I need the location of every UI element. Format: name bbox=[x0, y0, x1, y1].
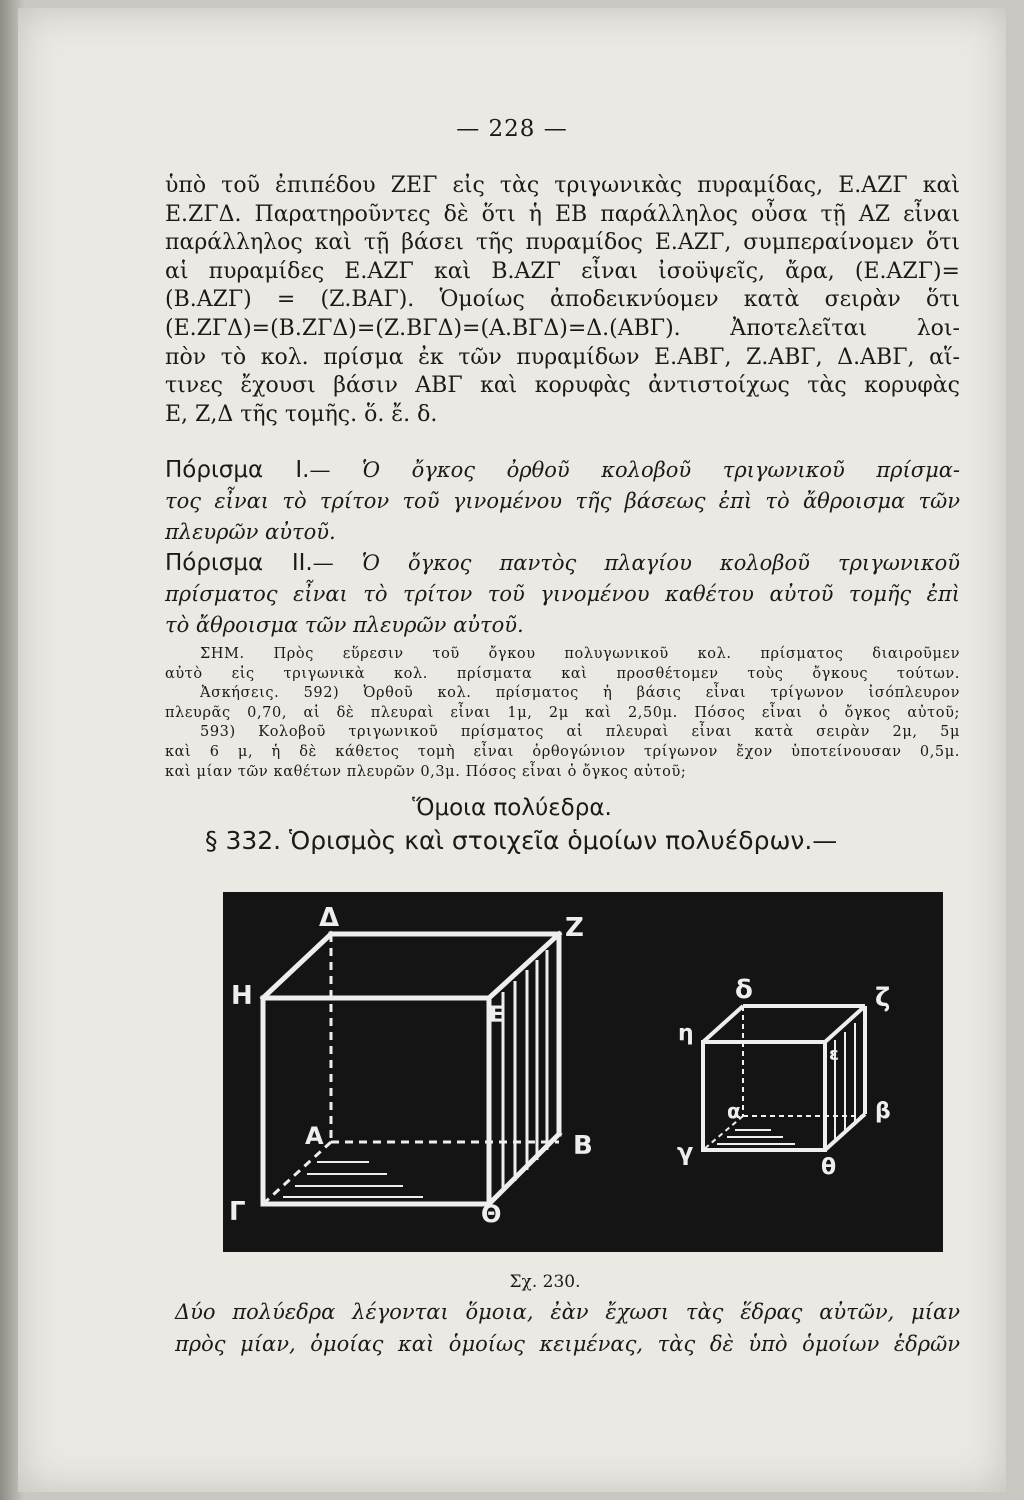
vertex-label: Θ bbox=[481, 1200, 502, 1228]
proof-paragraph bbox=[165, 172, 960, 429]
small-cube-edge bbox=[703, 1006, 743, 1042]
corollary-1-line: τος εἶναι τὸ τρίτον τοῦ γινομένου τῆς βάσεως ἐπὶ τὸ ἄθροισμα τῶν bbox=[165, 489, 960, 513]
vertex-label: γ bbox=[677, 1138, 694, 1166]
exercise-line: 593) Κολοβοῦ τριγωνικοῦ πρίσματος αἱ πλευραὶ εἶναι κατὰ σειρὰν 2μ, 5μ bbox=[200, 724, 960, 741]
vertex-label: Ε bbox=[489, 1003, 505, 1028]
big-cube-base-hatching bbox=[283, 1162, 423, 1197]
small-cube-base-hatching bbox=[717, 1130, 795, 1144]
definition-line: Δύο πολύεδρα λέγονται ὅμοια, ἐὰν ἔχωσι τὰς ἕδρας αὐτῶν, μίαν bbox=[175, 1300, 960, 1324]
corollary-2-heading: Πόρισμα II. bbox=[165, 550, 313, 576]
definition-paragraph bbox=[175, 1296, 960, 1360]
vertex-label: α bbox=[727, 1099, 741, 1123]
section-heading: § 332. Ὁρισμὸς καὶ στοιχεῖα ὁμοίων πολυέδρων.— bbox=[205, 826, 838, 855]
vertex-label: Γ bbox=[229, 1197, 246, 1227]
paragraph-line: Ε.ΖΓΔ. Παρατηροῦντες δὲ ὅτι ἡ ΕΒ παράλληλος οὖσα τῇ ΑΖ εἶναι bbox=[165, 201, 960, 227]
paragraph-line: αἱ πυραμίδες Ε.ΑΖΓ καὶ Β.ΑΖΓ εἶναι ἰσοϋψεῖς, ἄρα, (Ε.ΑΖΓ)= bbox=[165, 258, 960, 284]
vertex-label: Β bbox=[573, 1131, 593, 1161]
exercise-line: καὶ μίαν τῶν καθέτων πλευρῶν 0,3μ. Πόσος εἶναι ὁ ὄγκος αὐτοῦ; bbox=[165, 763, 687, 780]
corollary-1-heading: Πόρισμα I. bbox=[165, 457, 310, 483]
note-line: ΣΗΜ. Πρὸς εὕρεσιν τοῦ ὄγκου πολυγωνικοῦ κολ. πρίσματος διαιροῦμεν bbox=[200, 646, 960, 662]
corollary-2-line: πρίσματος εἶναι τὸ τρίτον τοῦ γινομένου καθέτου αὐτοῦ τομῆς ἐπὶ bbox=[165, 582, 960, 606]
note-and-exercises bbox=[165, 645, 960, 782]
paragraph-line: πὸν τὸ κολ. πρίσμα ἐκ τῶν πυραμίδων Ε.ΑΒΓ, Ζ.ΑΒΓ, Δ.ΑΒΓ, αἵ- bbox=[165, 344, 960, 370]
paragraph-line: (Ε.ΖΓΔ)=(Β.ΖΓΔ)=(Ζ.ΒΓΔ)=(Α.ΒΓΔ)=Δ.(ΑΒΓ). Ἀποτελεῖται λοι- bbox=[165, 315, 960, 341]
corollary-1 bbox=[165, 455, 960, 548]
paragraph-line: Ε, Ζ,Δ τῆς τομῆς. ὅ. ἔ. δ. bbox=[165, 401, 438, 427]
paragraph-line: ὑπὸ τοῦ ἐπιπέδου ΖΕΓ εἰς τὰς τριγωνικὰς πυραμίδας, Ε.ΑΖΓ καὶ bbox=[165, 173, 960, 198]
figure-svg bbox=[223, 892, 943, 1252]
vertex-label: Δ bbox=[319, 903, 340, 933]
exercise-line: καὶ 6 μ, ἡ δὲ κάθετος τομὴ εἶναι ὀρθογώνιον τρίγωνον ἔχον ὑποτείνουσαν 0,5μ. bbox=[165, 743, 960, 760]
page-number: — 228 — bbox=[456, 116, 568, 142]
vertex-label: Α bbox=[305, 1122, 324, 1150]
vertex-label: β bbox=[875, 1099, 891, 1124]
paragraph-line: τινες ἔχουσι βάσιν ΑΒΓ καὶ κορυφὰς ἀντιστοίχως τὰς κορυφὰς bbox=[165, 373, 960, 399]
exercise-line: Ἀσκήσεις. 592) Ὀρθοῦ κολ. πρίσματος ἡ βάσις εἶναι τρίγωνον ἰσόπλευρον bbox=[200, 685, 960, 702]
vertex-label: Η bbox=[231, 981, 253, 1011]
section-subtitle: Ὅμοια πολύεδρα. bbox=[412, 795, 612, 821]
corollary-2-line: — Ὁ ὄγκος παντὸς πλαγίου κολοβοῦ τριγωνικοῦ bbox=[312, 551, 961, 575]
vertex-label: δ bbox=[735, 975, 753, 1005]
vertex-label: θ bbox=[821, 1155, 837, 1180]
vertex-label: ε bbox=[829, 1044, 840, 1065]
definition-line: πρὸς μίαν, ὁμοίας καὶ ὁμοίως κειμένας, τὰς δὲ ὑπὸ ὁμοίων ἑδρῶν bbox=[175, 1332, 960, 1356]
figure-caption: Σχ. 230. bbox=[509, 1272, 581, 1292]
paragraph-line: (Β.ΑΖΓ) = (Ζ.ΒΑΓ). Ὁμοίως ἀποδεικνύομεν κατὰ σειρὰν ὅτι bbox=[165, 287, 960, 313]
corollary-2-line: τὸ ἄθροισμα τῶν πλευρῶν αὐτοῦ. bbox=[165, 613, 524, 637]
corollary-2 bbox=[165, 548, 960, 641]
vertex-label: ζ bbox=[875, 983, 891, 1013]
note-line: αὐτὸ εἰς τριγωνικὰ κολ. πρίσματα καὶ προσθέτομεν τοὺς ὄγκους τούτων. bbox=[165, 665, 960, 682]
paragraph-line: παράλληλος καὶ τῇ βάσει τῆς πυραμίδος Ε.ΑΖΓ, συμπεραίνομεν ὅτι bbox=[165, 230, 960, 256]
vertex-label: η bbox=[678, 1021, 694, 1046]
corollary-1-line: πλευρῶν αὐτοῦ. bbox=[165, 520, 336, 544]
exercise-line: πλευρᾶς 0,70, αἱ δὲ πλευραὶ εἶναι 1μ, 2μ καὶ 2,50μ. Πόσος εἶναι ὁ ὄγκος αὐτοῦ; bbox=[165, 704, 960, 721]
corollary-1-line: — Ὁ ὄγκος ὀρθοῦ κολοβοῦ τριγωνικοῦ πρίσμα- bbox=[309, 458, 960, 482]
vertex-label: Ζ bbox=[565, 913, 584, 943]
big-cube-edge bbox=[263, 934, 331, 998]
similar-polyhedra-figure bbox=[223, 892, 943, 1252]
